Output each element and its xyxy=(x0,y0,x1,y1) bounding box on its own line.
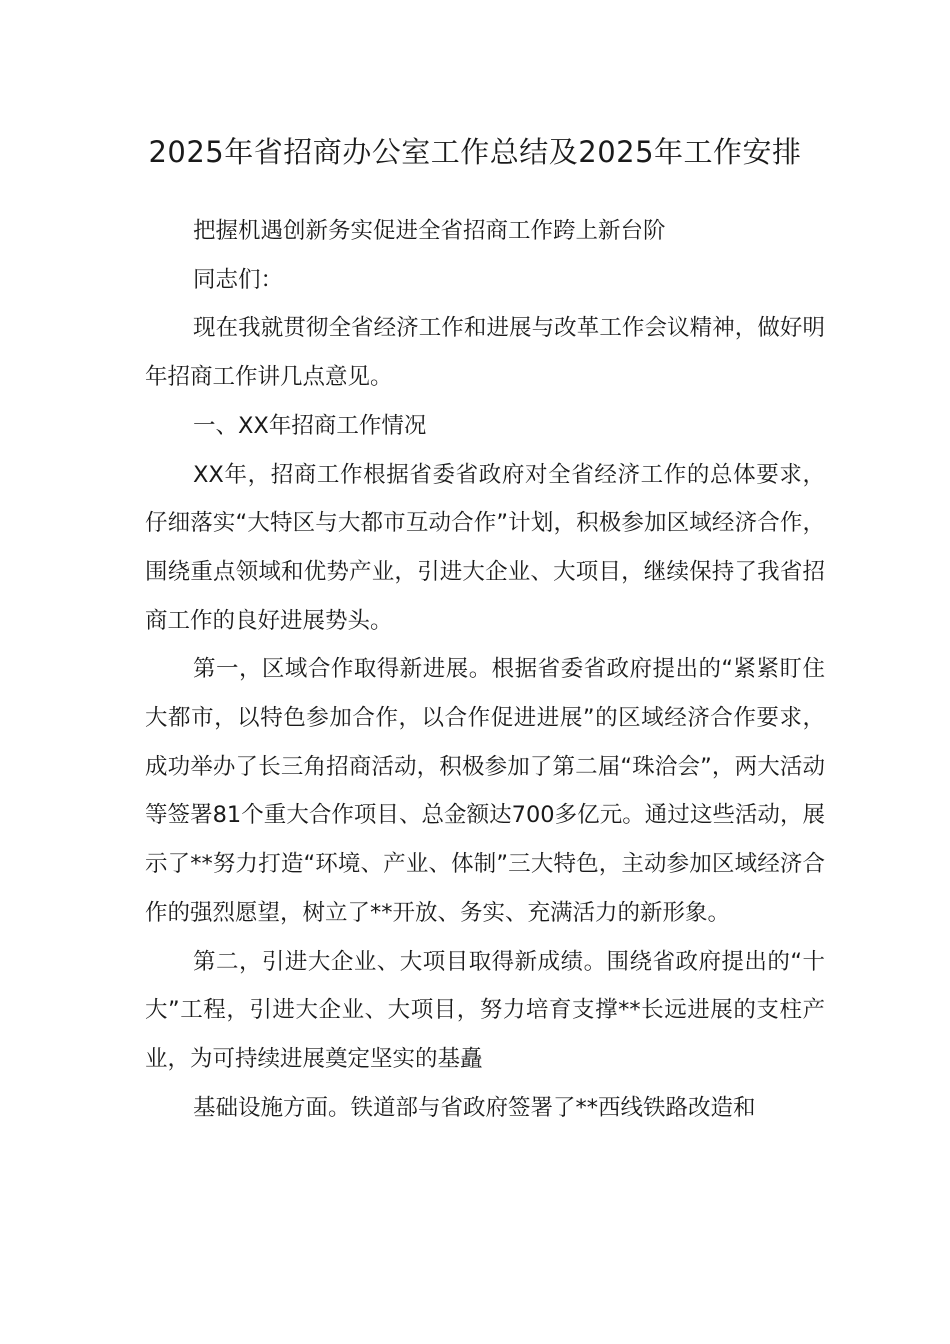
paragraph-intro: 现在我就贯彻全省经济工作和进展与改革工作会议精神，做好明年招商工作讲几点意见。 xyxy=(145,315,825,391)
paragraph-subtitle: 把握机遇创新务实促进全省招商工作跨上新台阶 xyxy=(193,218,666,244)
paragraph-overview: XX年，招商工作根据省委省政府对全省经济工作的总体要求，仔细落实“大特区与大都市互动合作”计划，积极参加区域经济合作，围绕重点领域和优势产业，引进大企业、大项目，继续保持了我省招商工作的良好进展势头。 xyxy=(145,461,825,634)
paragraph-infrastructure: 基础设施方面。铁道部与省政府签署了**西线铁路改造和 xyxy=(193,1094,756,1121)
document-body xyxy=(145,207,825,1132)
paragraph-second-point: 第二，引进大企业、大项目取得新成绩。围绕省政府提出的“十大”工程，引进大企业、大项目，努力培育支撑**长远进展的支柱产业，为可持续进展奠定坚实的基矗 xyxy=(145,948,825,1072)
paragraph-salutation: 同志们： xyxy=(193,266,284,293)
document-title: 2025年省招商办公室工作总结及2025年工作安排 xyxy=(148,135,802,169)
paragraph-first-point: 第一，区域合作取得新进展。根据省委省政府提出的“紧紧盯住大都市，以特色参加合作，以合作促进进展”的区域经济合作要求，成功举办了长三角招商活动，积极参加了第二届“珠洽会”，两大活动等签署81个重大合作项目、总金额达700多亿元。通过这些活动，展示了**努力打造“环境、产业、体制”三大特色，主动参加区域经济合作的强烈愿望，树立了**开放、务实、充满活力的新形象。 xyxy=(145,656,825,926)
section-heading-1: 一、XX年招商工作情况 xyxy=(193,412,427,439)
